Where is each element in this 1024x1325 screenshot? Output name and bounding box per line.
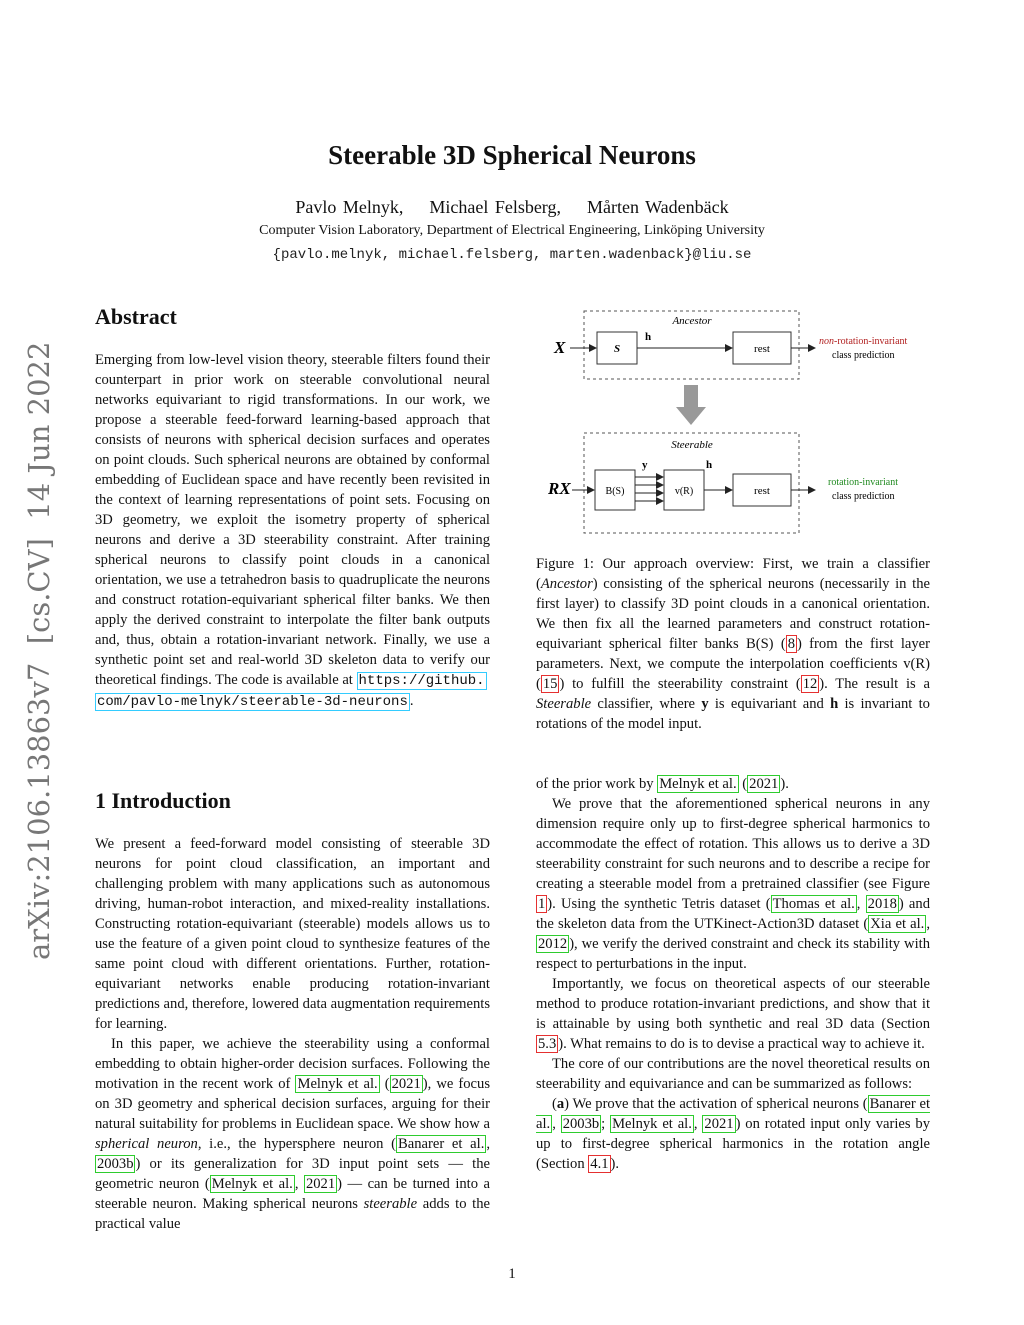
svg-text:h: h: [706, 459, 713, 471]
x-input-label: X: [554, 338, 566, 357]
code-link[interactable]: https://github.: [358, 673, 485, 689]
citation-melnyk-2[interactable]: Melnyk et al.: [211, 1176, 293, 1192]
svg-text:rest: rest: [754, 343, 770, 355]
section-ref-4-1[interactable]: 4.1: [590, 1156, 609, 1172]
right-paragraph-3: The core of our contributions are the novel theoretical results on steerability and equivariance and can be summarized as follows:: [536, 1056, 930, 1092]
citation-melnyk-4[interactable]: Melnyk et al.: [612, 1116, 692, 1132]
intro-body: [95, 834, 490, 1234]
citation-melnyk-year-4[interactable]: 2021: [704, 1116, 734, 1132]
figure-ref-1[interactable]: 1: [538, 896, 546, 912]
citation-melnyk-3[interactable]: Melnyk et al.: [659, 776, 737, 792]
right-column-body: [536, 774, 930, 1174]
page-number: 1: [508, 1266, 516, 1282]
emails: {pavlo.melnyk, michael.felsberg, marten.wadenback}@liu.se: [272, 247, 752, 263]
citation-banarer-2[interactable]: Banarer et al.: [536, 1096, 930, 1132]
authors: Pavlo Melnyk, Michael Felsberg, Mårten Wadenbäck: [295, 197, 729, 217]
abstract-heading: Abstract: [95, 304, 177, 329]
citation-thomas-year[interactable]: 2018: [867, 896, 897, 912]
right-paragraph-0: of the prior work by Melnyk et al. ( 2021 ).: [536, 776, 789, 792]
code-link-cont[interactable]: com/pavlo-melnyk/steerable-3d-neurons: [97, 694, 408, 710]
citation-xia[interactable]: Xia et al.: [870, 916, 925, 932]
citation-banarer[interactable]: Banarer et al.: [398, 1136, 485, 1152]
citation-melnyk-year-2[interactable]: 2021: [305, 1176, 336, 1192]
svg-text:y: y: [642, 459, 648, 471]
eq-ref-8[interactable]: 8: [787, 636, 796, 652]
citation-banarer-year-2[interactable]: 2003b: [562, 1116, 600, 1132]
arxiv-stamp: arXiv:2106.13863v7 [cs.CV] 14 Jun 2022: [22, 341, 56, 960]
intro-heading: 1 Introduction: [95, 788, 231, 813]
citation-xia-year[interactable]: 2012: [538, 936, 568, 952]
eq-ref-12[interactable]: 12: [802, 676, 818, 692]
svg-text:h: h: [645, 331, 652, 343]
eq-ref-15[interactable]: 15: [542, 676, 558, 692]
abstract-body: Emerging from low-level vision theory, steerable filters found their counterpart in prior work on steerable convolutional neural networks equivariant to rigid transformations. In our work, we propose a steerable feed-forward learning-based approach that consists of neurons with spherical decision surfaces and operates on point clouds. Such spherical neurons are obtained by conformal embedding of Euclidean space and have recently been revisited in the context of learning representations of point sets. Focusing on 3D geometry, we exploit the isometry property of spherical neurons and derive a 3D steerability constraint. After training spherical neurons to classify point clouds in a canonical orientation, we use a tetrahedron basis to quadruplicate the neurons and construct rotation-equivariant spherical filter banks. We then apply the derived constraint to interpolate the filter bank outputs and, thus, obtain a rotation-invariant network. Finally, we use a synthetic point set and real-world 3D skeleton data to verify our theoretical findings. The code is available at https://github. com/pavlo-melnyk/steerable-3d-neurons .: [95, 352, 490, 710]
paper-title: Steerable 3D Spherical Neurons: [328, 140, 696, 170]
affiliation: Computer Vision Laboratory, Department of Electrical Engineering, Linköping University: [259, 223, 765, 238]
citation-banarer-year[interactable]: 2003b: [97, 1156, 134, 1172]
ancestor-label: Ancestor: [672, 315, 712, 327]
svg-text:class prediction: class prediction: [832, 350, 895, 361]
right-paragraph-4: (a) We prove that the activation of spherical neurons ( Banarer et al. , 2003b ; Melnyk et al. , 2021 ) on rotated input only varies by up to first-degree spherical harmonics in the rotation angle (Section 4.1 ).: [536, 1096, 931, 1172]
citation-melnyk[interactable]: Melnyk et al.: [297, 1076, 378, 1092]
svg-text:rotation-invariant: rotation-invariant: [828, 477, 898, 488]
intro-paragraph-2: In this paper, we achieve the steerability using a conformal embedding to obtain higher-order decision surfaces. Following the motivation in the recent work of Melnyk et al. ( 2021 ), we focus on 3D geometry and spherical decision surfaces, arguing for their natural suitability for problems in Euclidean space. We show how a spherical neuron, i.e., the hypersphere neuron ( Banarer et al. , 2003b ) or its generalization for 3D input point sets — the geometric neuron ( Melnyk et al. , 2021 ) — can be turned into a steerable neuron. Making spherical neurons steerable adds to the practical value: [95, 1036, 491, 1232]
citation-melnyk-year-3[interactable]: 2021: [749, 776, 779, 792]
figure-1-diagram: [540, 305, 940, 545]
section-ref-5-3[interactable]: 5.3: [538, 1036, 557, 1052]
svg-text:rest: rest: [754, 485, 770, 497]
svg-text:class prediction: class prediction: [832, 491, 895, 502]
intro-paragraph-1: We present a feed-forward model consisting of steerable 3D neurons for point cloud classification, an important and challenging problem with many applications such as autonomous driving, human-robot interaction, and mixed-reality installations. Constructing rotation-equivariant (steerable) models allows us to use the feature of a given point cloud to synthesize features of the same point cloud with different orientations. Further, rotation-equivariant networks enable producing rotation-invariant predictions and, therefore, lowered data augmentation requirements for learning.: [95, 836, 490, 1032]
svg-text:v(R): v(R): [674, 486, 694, 497]
right-paragraph-2: Importantly, we focus on theoretical aspects of our steerable method to produce rotation-invariant predictions, and show that it is attainable by using both synthetic and real 3D data (Section 5.3 ). What remains to do is to devise a practical way to achieve it.: [536, 976, 930, 1052]
rx-input-label: RX: [548, 479, 571, 498]
svg-text:S: S: [613, 343, 621, 355]
citation-melnyk-year[interactable]: 2021: [391, 1076, 421, 1092]
svg-text:B(S): B(S): [605, 486, 625, 497]
figure-1-caption: Figure 1: Our approach overview: First, we train a classifier (Ancestor) consisting of the spherical neurons (necessarily in the first layer) to classify 3D point clouds in a canonical orientation. We then fix all the learned parameters and construct rotation-equivariant spherical filter banks B(S) ( 8 ) from the first layer parameters. Next, we compute the interpolation coefficients v(R) ( 15 ) to fulfill the steerability constraint ( 12 ). The result is a Steerable classifier, where y is equivariant and h is invariant to rotations of the model input.: [536, 556, 930, 732]
steerable-label: Steerable: [671, 439, 713, 451]
citation-thomas[interactable]: Thomas et al.: [772, 896, 855, 912]
svg-text:non-rotation-invariant: non-rotation-invariant: [819, 336, 908, 347]
right-paragraph-1: We prove that the aforementioned spherical neurons in any dimension require only up to first-degree spherical harmonics to accommodate the effect of rotation. This allows us to derive a 3D steerability constraint for such neurons and to describe a recipe for creating a steerable model from a pretrained classifier (see Figure 1 ). Using the synthetic Tetris dataset ( Thomas et al. , 2018 ) and the skeleton data from the UTKinect-Action3D dataset ( Xia et al. , 2012 ), we verify the derived constraint and check its stability with respect to perturbations in the input.: [536, 796, 931, 972]
